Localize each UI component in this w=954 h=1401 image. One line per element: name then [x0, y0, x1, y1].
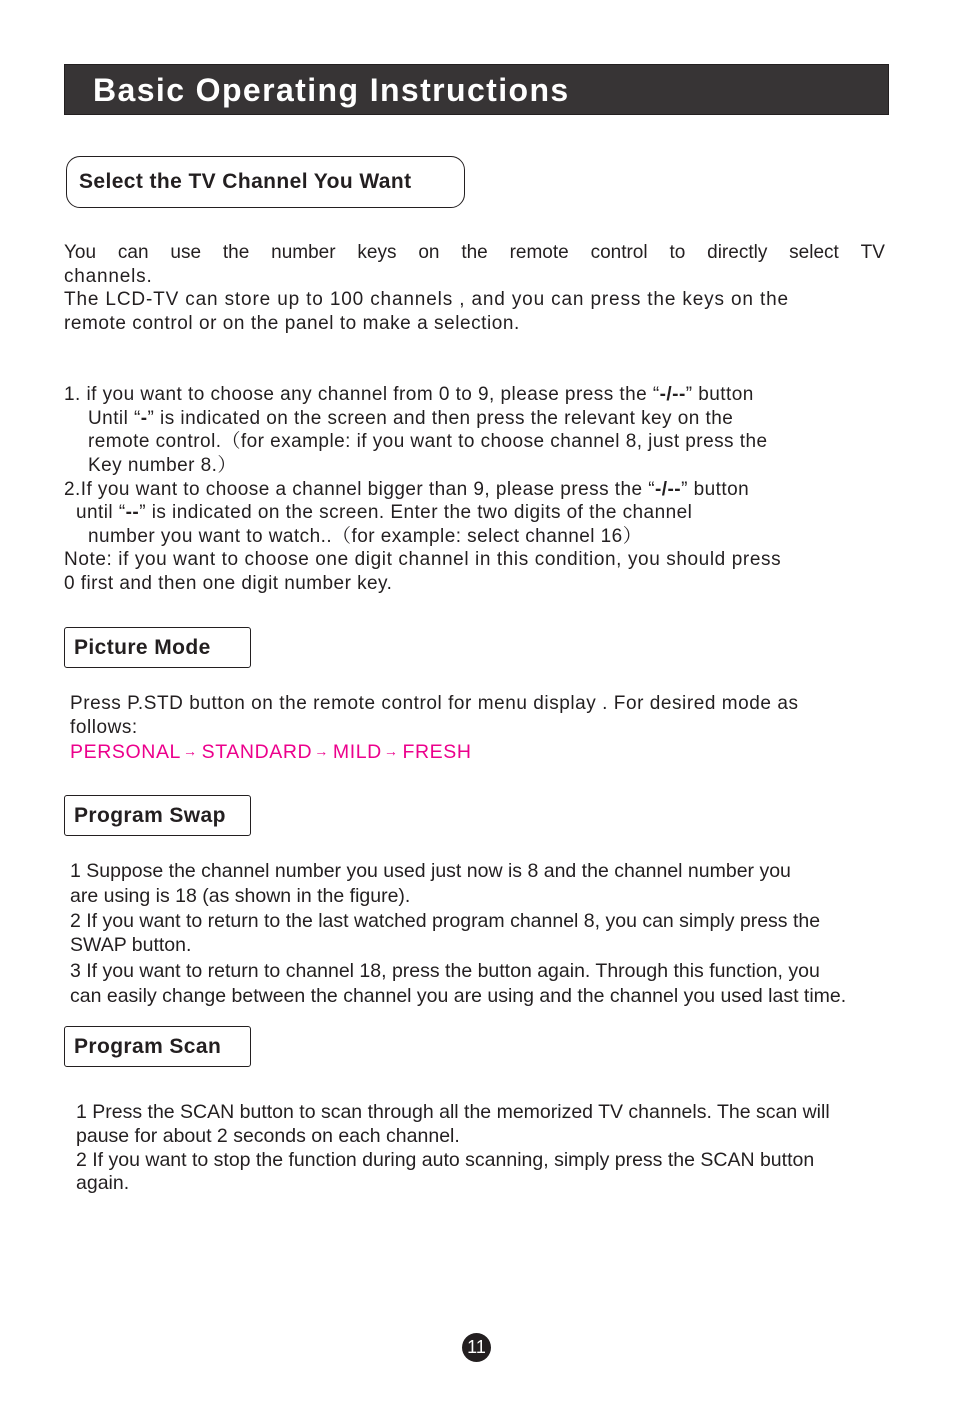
swap-line4: SWAP button.	[70, 934, 192, 956]
section-label-channel	[66, 156, 465, 208]
arrow-right-icon: →	[314, 743, 329, 759]
channel-step2-line2: until “--” is indicated on the screen. Enter the two digits of the channel	[76, 502, 693, 523]
channel-intro-line3: The LCD-TV can store up to 100 channels , and you can press the keys on the	[64, 289, 789, 310]
channel-note-line1: Note: if you want to choose one digit channel in this condition, you should press	[64, 549, 782, 570]
scan-line3: 2 If you want to stop the function during auto scanning, simply press the SCAN button	[76, 1149, 815, 1171]
channel-step1-line3: remote control.（for example: if you want to choose channel 8, just press the	[88, 431, 768, 452]
swap-line2: are using is 18 (as shown in the figure).	[70, 885, 411, 907]
intro-word: on	[418, 242, 440, 263]
swap-line5: 3 If you want to return to channel 18, press the button again. Through this function, you	[70, 960, 820, 982]
section-label-swap	[64, 795, 251, 836]
channel-step1-line1: 1. if you want to choose any channel from 0 to 9, please press the “-/--” button	[64, 384, 754, 405]
section-title-picture: Picture Mode	[74, 635, 211, 659]
intro-word: number	[271, 242, 336, 263]
intro-word: can	[117, 242, 149, 263]
channel-step1-line2: Until “-” is indicated on the screen and then press the relevant key on the	[88, 408, 734, 429]
section-title-swap: Program Swap	[74, 803, 226, 827]
scan-line4: again.	[76, 1172, 130, 1194]
section-label-picture	[64, 627, 251, 668]
intro-word: control	[590, 242, 648, 263]
channel-intro-line4: remote control or on the panel to make a selection.	[64, 313, 520, 334]
picture-line1: Press P.STD button on the remote control for menu display . For desired mode as	[70, 693, 799, 714]
intro-word: directly	[707, 242, 768, 263]
header-bar	[64, 64, 889, 115]
swap-line6: can easily change between the channel you are using and the channel you used last time.	[70, 985, 847, 1007]
page-number-badge: 11	[462, 1333, 491, 1362]
arrow-right-icon: →	[183, 743, 198, 759]
picture-mode-fresh: FRESH	[402, 741, 472, 763]
intro-word: to	[669, 242, 686, 263]
scan-line2: pause for about 2 seconds on each channel.	[76, 1125, 460, 1147]
channel-intro-line1	[64, 243, 885, 262]
channel-intro-line2: channels.	[64, 266, 153, 287]
picture-mode-sequence	[70, 741, 472, 764]
channel-note-line2: 0 first and then one digit number key.	[64, 573, 393, 594]
picture-mode-mild: MILD	[332, 741, 382, 763]
intro-word: You	[64, 242, 97, 263]
section-label-scan	[64, 1026, 251, 1067]
intro-word: select	[789, 242, 839, 263]
picture-mode-standard: STANDARD	[201, 741, 313, 763]
swap-line3: 2 If you want to return to the last watched program channel 8, you can simply press the	[70, 910, 821, 932]
intro-word: use	[170, 242, 202, 263]
intro-word: remote	[509, 242, 569, 263]
section-title-scan: Program Scan	[74, 1034, 222, 1058]
section-title-channel: Select the TV Channel You Want	[79, 170, 412, 193]
channel-step2-line3: number you want to watch..（for example: select channel 16）	[88, 526, 643, 547]
scan-line1: 1 Press the SCAN button to scan through all the memorized TV channels. The scan will	[76, 1101, 830, 1123]
picture-line2: follows:	[70, 717, 138, 738]
intro-word: keys	[357, 242, 397, 263]
intro-word: TV	[860, 242, 885, 263]
picture-mode-personal: PERSONAL	[70, 741, 182, 763]
channel-step1-line4: Key number 8.）	[88, 455, 237, 476]
page-title: Basic Operating Instructions	[93, 72, 570, 108]
intro-word: the	[222, 242, 250, 263]
swap-line1: 1 Suppose the channel number you used just now is 8 and the channel number you	[70, 860, 791, 882]
channel-step2-line1: 2.If you want to choose a channel bigger than 9, please press the “-/--” button	[64, 479, 750, 500]
arrow-right-icon: →	[383, 743, 399, 759]
intro-word: the	[461, 242, 488, 263]
